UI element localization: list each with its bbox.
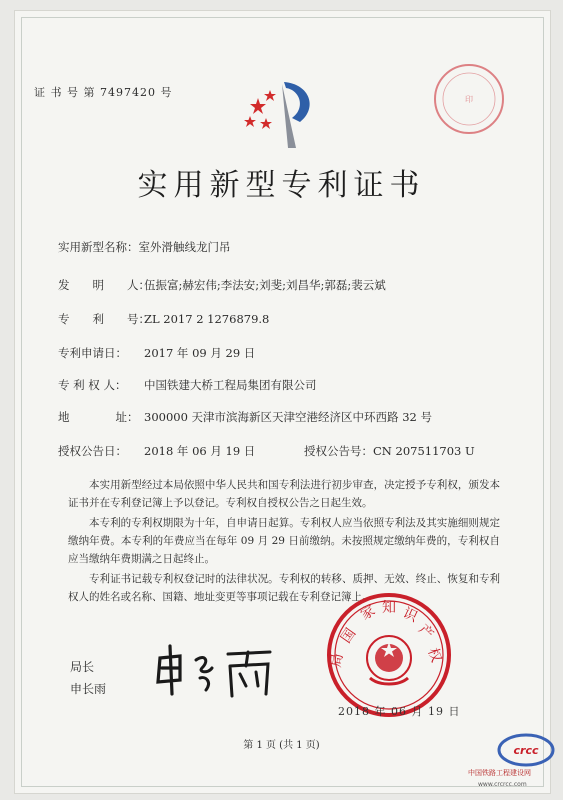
row-model-name (58, 240, 231, 254)
announce-date-value: 2018 年 06 月 19 日 (144, 444, 256, 458)
model-name-label: 实用新型名称： (58, 240, 139, 254)
announce-date-label: 授权公告日： (58, 444, 127, 458)
cnipa-emblem-logo (240, 78, 326, 150)
row-filing-date (58, 346, 255, 360)
patent-no-value: ZL 2017 2 1276879.8 (144, 312, 270, 326)
signatory-title: 局长 (70, 660, 95, 674)
patent-no-label: 专 利 号： (58, 312, 150, 326)
svg-text:识: 识 (400, 605, 420, 626)
row-inventors (58, 278, 386, 292)
row-announce (58, 444, 475, 458)
row-patent-no (58, 312, 269, 326)
official-red-seal (324, 590, 454, 720)
certificate-title: 实用新型专利证书 (137, 168, 426, 203)
paragraph-grant: 本实用新型经过本局依照中华人民共和国专利法进行初步审查，决定授予专利权，颁发本证书并在专利登记簿上予以登记。专利权自授权公告之日起生效。 (68, 479, 500, 509)
paragraph-term: 本专利的专利权期限为十年，自申请日起算。专利权人应当依照专利法及其实施细则规定缴纳年费。本专利的年费应当在每年 09 月 29 日前缴纳。未按照规定缴纳年费的，专利权自应当缴纳年费期满之日起终止。 (68, 517, 500, 565)
patentee-label: 专 利 权 人： (58, 378, 127, 392)
svg-text:局: 局 (328, 652, 347, 669)
address-label: 地 址： (58, 410, 139, 424)
address-value: 300000 天津市滨海新区天津空港经济区中环西路 32 号 (144, 410, 432, 424)
announce-no-value: CN 207511703 U (373, 444, 475, 458)
patentee-value: 中国铁建大桥工程局集团有限公司 (144, 378, 317, 392)
filing-date-label: 专利申请日： (58, 346, 127, 360)
inventors-value: 伍振富;赫宏伟;李法安;刘斐;刘昌华;郭磊;裴云斌 (144, 278, 386, 292)
svg-text:印: 印 (465, 95, 473, 104)
svg-text:知: 知 (382, 600, 396, 616)
row-address (58, 410, 432, 424)
seal-date: 2018 年 06 月 19 日 (338, 705, 461, 718)
model-name-value: 室外滑触线龙门吊 (138, 240, 231, 254)
watermark-site-name: 中国铁路工程建设网 (468, 769, 531, 777)
row-patentee (58, 378, 317, 392)
announce-no-label: 授权公告号： (304, 444, 373, 458)
certificate-number: 证 书 号 第 7497420 号 (34, 86, 173, 99)
svg-text:国: 国 (338, 625, 360, 647)
watermark-url: www.crcrcc.com (478, 781, 527, 788)
signatory-name: 申长雨 (70, 682, 107, 696)
page-number: 第 1 页 (共 1 页) (243, 740, 320, 751)
svg-text:产: 产 (415, 621, 437, 643)
svg-text:crcc: crcc (513, 744, 539, 757)
filing-date-value: 2017 年 09 月 29 日 (144, 346, 256, 360)
paragraph-legal-status: 专利证书记载专利权登记时的法律状况。专利权的转移、质押、无效、终止、恢复和专利权人的姓名或名称、国籍、地址变更等事项记载在专利登记簿上。 (68, 573, 500, 603)
inventor-label: 发 明 人： (58, 278, 150, 292)
proxy-seal-stamp (432, 62, 506, 136)
crcc-logo-watermark (496, 730, 556, 768)
svg-text:权: 权 (424, 645, 445, 665)
svg-text:家: 家 (358, 602, 379, 624)
handwritten-signature (150, 638, 280, 700)
